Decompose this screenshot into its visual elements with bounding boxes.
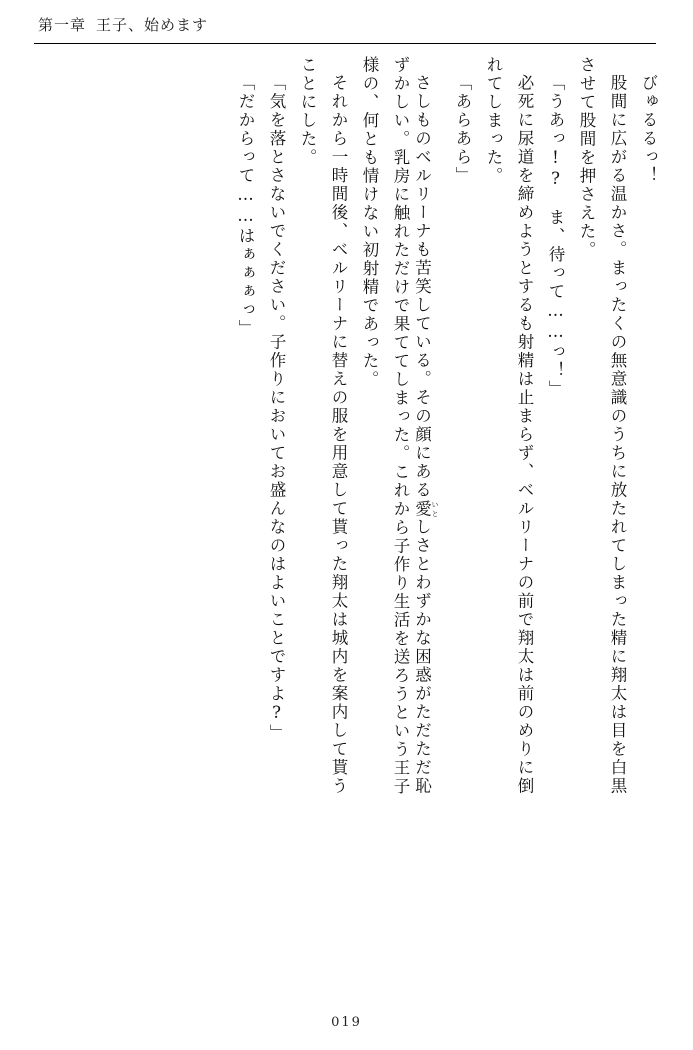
text-line: 様の、何とも情けない初射精であった。 bbox=[360, 56, 379, 389]
text-line: びゅるるっ！ bbox=[639, 74, 658, 185]
text-line: ずかしい。乳房に触れただけで果ててしまった。これから子作り生活を送ろうという王子 bbox=[391, 56, 410, 796]
header-divider bbox=[34, 43, 656, 44]
text-line: 「あらあら」 bbox=[453, 74, 472, 185]
text-line: 「気を落とさないでください。子作りにおいてお盛んなのはよいことですよ?」 bbox=[267, 74, 286, 743]
text-line: 必死に尿道を締めようとするも射精は止まらず、ベルリーナの前で翔太は前のめりに倒 bbox=[515, 74, 534, 796]
page-number: 019 bbox=[331, 1015, 362, 1030]
text-line: さしものベルリーナも苦笑している。その顔にある愛 いとしさとわずかな困惑がただただ恥 bbox=[412, 74, 439, 796]
chapter-number: 第一章 bbox=[38, 16, 87, 34]
text-line: 「うあっ!? ま、待って……っ！」 bbox=[546, 74, 565, 399]
body-text bbox=[34, 56, 656, 986]
text-line: 「だからって……はぁぁぁっ」 bbox=[236, 74, 255, 338]
text-line: れてしまった。 bbox=[484, 56, 503, 186]
text-line: ことにした。 bbox=[298, 56, 317, 167]
text-line: 股間に広がる温かさ。まったくの無意識のうちに放たれてしまった精に翔太は目を白黒 bbox=[608, 74, 627, 796]
text-line: させて股間を押さえた。 bbox=[577, 56, 596, 260]
page-header bbox=[38, 14, 208, 35]
chapter-title: 王子、始めます bbox=[96, 16, 209, 34]
text-line: それから一時間後、ベルリーナに替えの服を用意して貰った翔太は城内を案内して貰う bbox=[329, 74, 348, 796]
